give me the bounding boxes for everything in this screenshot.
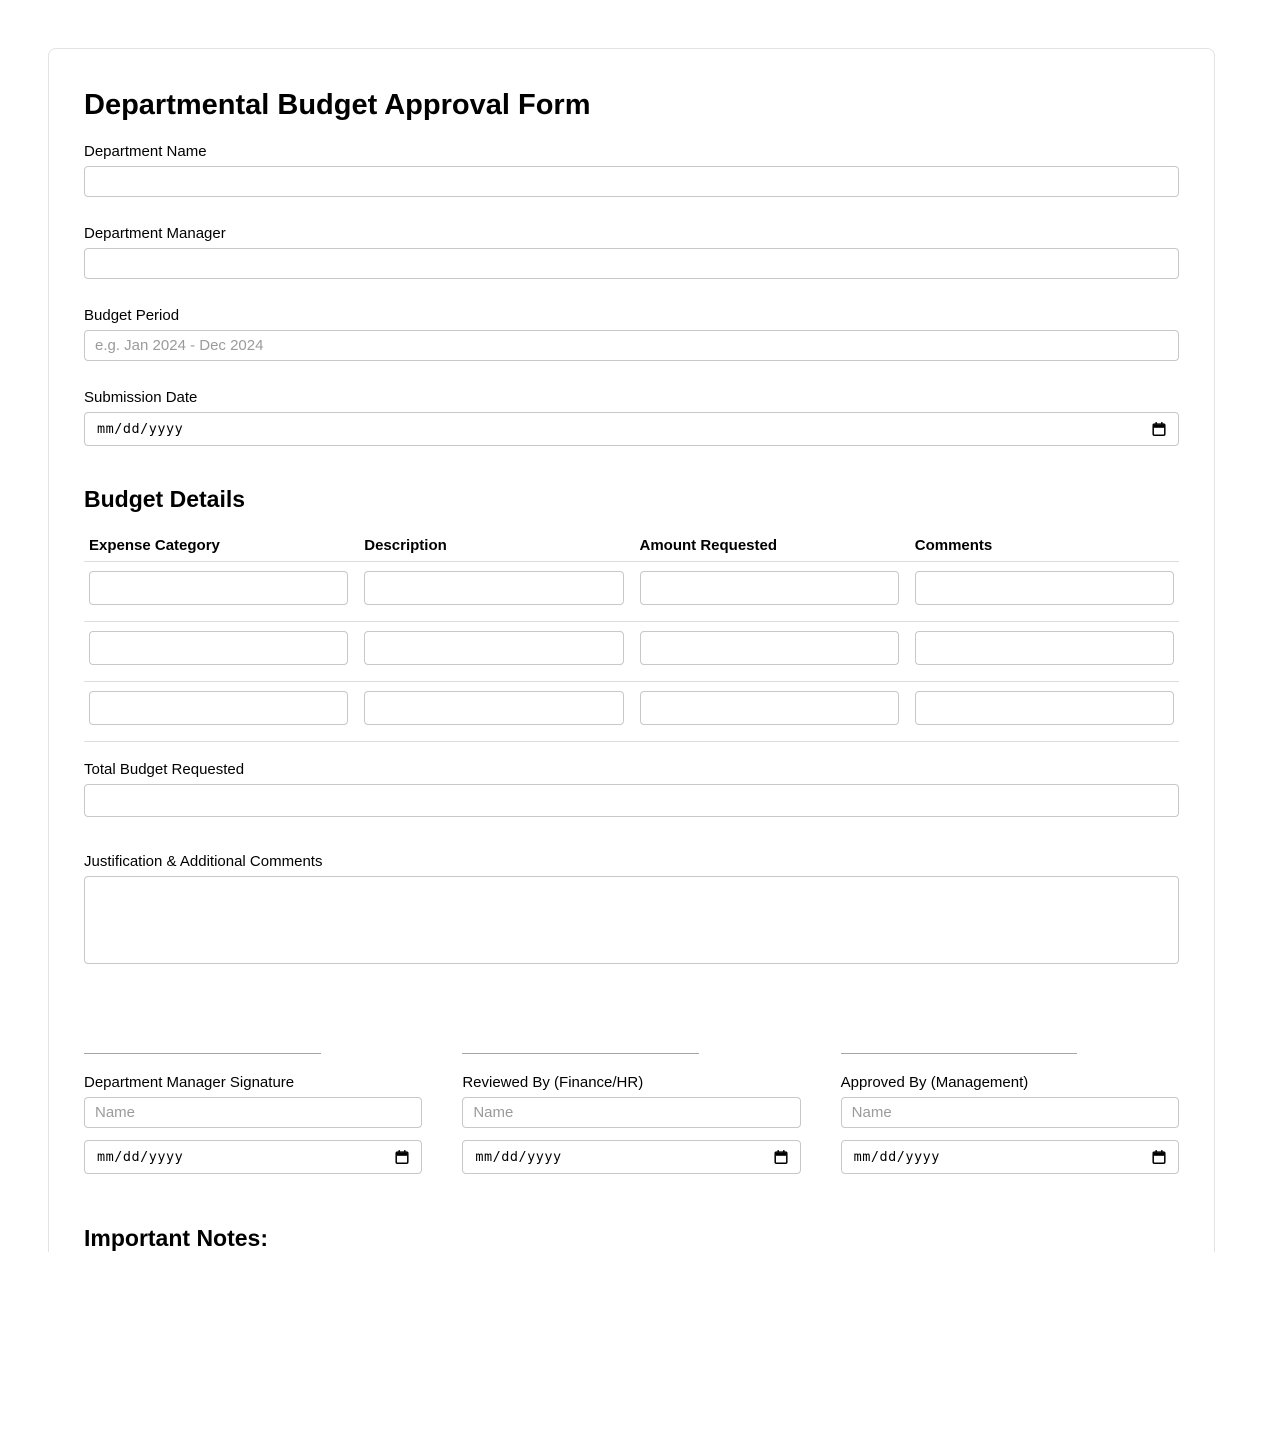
amount-requested-input[interactable]	[640, 691, 899, 725]
manager-signature-name-input[interactable]	[84, 1097, 422, 1128]
approved-by-date-input[interactable]	[841, 1140, 1179, 1174]
expense-category-input[interactable]	[89, 571, 348, 605]
signature-block-approved	[841, 1053, 1179, 1174]
justification-field	[84, 853, 1179, 964]
signature-line	[84, 1053, 321, 1054]
column-header-expense-category: Expense Category	[89, 536, 220, 554]
comments-input[interactable]	[915, 631, 1174, 665]
department-manager-label: Department Manager	[84, 225, 226, 243]
comments-input[interactable]	[915, 691, 1174, 725]
description-input[interactable]	[364, 631, 623, 665]
signature-line	[841, 1053, 1078, 1054]
signature-block-manager	[84, 1053, 422, 1174]
budget-table-row	[84, 621, 1179, 681]
budget-period-field	[84, 307, 1179, 361]
calendar-icon[interactable]	[1151, 1149, 1167, 1165]
reviewed-by-name-input[interactable]	[462, 1097, 800, 1128]
manager-signature-label: Department Manager Signature	[84, 1073, 295, 1091]
calendar-icon[interactable]	[773, 1149, 789, 1165]
signature-block-reviewed	[462, 1053, 800, 1174]
budget-approval-form-card	[48, 48, 1215, 1252]
budget-details-heading: Budget Details	[84, 486, 246, 513]
budget-table-row	[84, 681, 1179, 741]
date-placeholder-text: mm/dd/yyyy	[97, 421, 184, 438]
amount-requested-input[interactable]	[640, 631, 899, 665]
justification-label: Justification & Additional Comments	[84, 852, 323, 870]
calendar-icon[interactable]	[1151, 421, 1167, 437]
column-header-description: Description	[364, 536, 447, 554]
date-placeholder-text: mm/dd/yyyy	[853, 1148, 940, 1165]
column-header-comments: Comments	[914, 536, 993, 554]
description-input[interactable]	[364, 691, 623, 725]
column-header-amount-requested: Amount Requested	[639, 536, 778, 554]
approved-by-label: Approved By (Management)	[840, 1073, 1029, 1091]
signatures-section	[84, 1053, 1179, 1174]
table-bottom-divider	[84, 741, 1179, 742]
page-title: Departmental Budget Approval Form	[84, 89, 591, 121]
department-manager-field	[84, 225, 1179, 279]
department-name-input[interactable]	[84, 166, 1179, 197]
submission-date-label: Submission Date	[84, 389, 198, 407]
important-notes-heading: Important Notes:	[84, 1224, 268, 1251]
submission-date-field	[84, 389, 1179, 446]
budget-period-input[interactable]	[84, 330, 1179, 361]
date-placeholder-text: mm/dd/yyyy	[475, 1148, 562, 1165]
total-budget-field	[84, 761, 1179, 817]
total-budget-input[interactable]	[84, 784, 1179, 817]
total-budget-label: Total Budget Requested	[84, 760, 245, 778]
amount-requested-input[interactable]	[640, 571, 899, 605]
expense-category-input[interactable]	[89, 691, 348, 725]
manager-signature-date-input[interactable]	[84, 1140, 422, 1174]
justification-textarea[interactable]	[84, 876, 1179, 964]
comments-input[interactable]	[915, 571, 1174, 605]
department-name-label: Department Name	[84, 143, 207, 161]
submission-date-input[interactable]	[84, 412, 1179, 446]
date-placeholder-text: mm/dd/yyyy	[97, 1148, 184, 1165]
calendar-icon[interactable]	[394, 1149, 410, 1165]
department-name-field	[84, 143, 1179, 197]
description-input[interactable]	[364, 571, 623, 605]
expense-category-input[interactable]	[89, 631, 348, 665]
department-manager-input[interactable]	[84, 248, 1179, 279]
budget-table-header	[84, 537, 1179, 561]
approved-by-name-input[interactable]	[841, 1097, 1179, 1128]
reviewed-by-date-input[interactable]	[462, 1140, 800, 1174]
signature-line	[462, 1053, 699, 1054]
budget-table-row	[84, 561, 1179, 621]
reviewed-by-label: Reviewed By (Finance/HR)	[462, 1073, 644, 1091]
budget-period-label: Budget Period	[84, 307, 180, 325]
